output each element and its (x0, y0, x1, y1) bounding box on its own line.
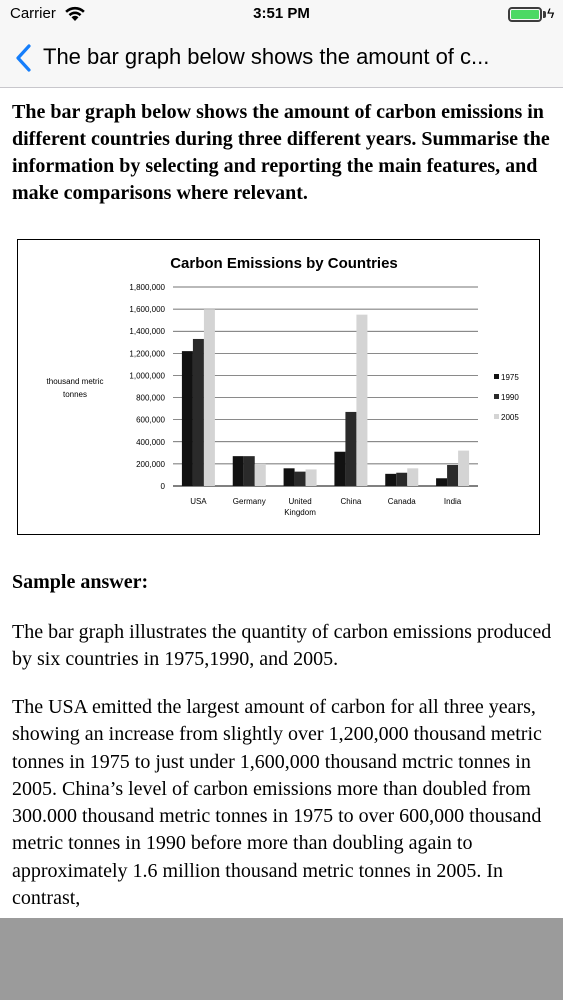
bar-united-kingdom-2005 (306, 469, 317, 486)
nav-title: The bar graph below shows the amount of c... (43, 44, 490, 69)
bar-united-kingdom-1975 (284, 468, 295, 486)
bar-usa-2005 (204, 309, 215, 486)
status-bar (0, 0, 563, 30)
bar-canada-2005 (407, 468, 418, 486)
y-tick-label: 400,000 (136, 437, 165, 447)
y-tick-label: 200,000 (136, 459, 165, 469)
battery-level (511, 10, 539, 19)
y-tick-label: 1,000,000 (129, 371, 165, 381)
bar-china-1975 (334, 452, 345, 486)
x-tick-label: Germany (232, 497, 266, 506)
battery-icon (508, 7, 542, 22)
bar-china-2005 (356, 315, 367, 486)
bar-germany-1990 (244, 456, 255, 486)
x-tick-label: Kingdom (284, 508, 316, 517)
bar-india-1990 (447, 465, 458, 486)
bar-china-1990 (345, 412, 356, 486)
bar-canada-1975 (385, 474, 396, 486)
legend-label-1975: 1975 (501, 373, 519, 382)
x-tick-label: United (288, 497, 312, 506)
x-tick-label: Canada (387, 497, 416, 506)
legend-label-2005: 2005 (501, 413, 519, 422)
question-text: The bar graph below shows the amount of carbon emissions in different countries during three different years. Summarise the information by selecting and reporting the main features, and make comparisons where relevant. (12, 101, 550, 204)
bar-usa-1990 (193, 339, 204, 486)
y-tick-label: 1,400,000 (129, 327, 165, 337)
back-chevron-icon[interactable] (14, 43, 34, 73)
carrier-label: Carrier (10, 5, 56, 22)
bar-chart (17, 239, 540, 535)
y-tick-label: 800,000 (136, 393, 165, 403)
chart-canvas (18, 240, 541, 536)
x-tick-label: India (443, 497, 462, 506)
battery-cap (543, 11, 546, 18)
legend-swatch-1990 (494, 394, 499, 399)
bar-germany-1975 (233, 456, 244, 486)
bar-united-kingdom-1990 (295, 472, 306, 486)
navigation-bar (0, 30, 563, 88)
chart-title: Carbon Emissions by Countries (170, 255, 398, 272)
bar-india-1975 (436, 478, 447, 486)
answer-paragraph-1: The bar graph illustrates the quantity of carbon emissions produced by six countries in 1975,1990, and 2005. (12, 621, 552, 671)
legend-label-1990: 1990 (501, 393, 519, 402)
charging-icon: ϟ (547, 5, 555, 21)
x-tick-label: USA (190, 497, 207, 506)
y-axis-label: tonnes (62, 390, 88, 399)
y-tick-label: 1,600,000 (129, 305, 165, 315)
bar-germany-2005 (255, 464, 266, 486)
answer-paragraph-2: The USA emitted the largest amount of carbon for all three years, showing an increase from slightly over 1,200,000 thousand metric tonnes in 1975 to just under 1,600,000 thousand mctric tonnes in 2005. China’s level of carbon emissions more than doubled from 300.000 thousand metric tonnes in 1975 to over 600,000 thousand metric tonnes in 1990 before more than doubling again to approximately 1.6 million thousand metric tonnes in 2005. In contrast, (12, 696, 542, 910)
legend-swatch-1975 (494, 374, 499, 379)
y-tick-label: 0 (160, 482, 165, 491)
bar-usa-1975 (182, 351, 193, 486)
bar-india-2005 (458, 451, 469, 486)
sample-answer-heading: Sample answer: (12, 571, 149, 593)
y-tick-label: 1,200,000 (129, 349, 165, 359)
clock: 3:51 PM (253, 5, 310, 22)
y-tick-label: 600,000 (136, 415, 165, 425)
y-tick-label: 1,800,000 (129, 283, 165, 292)
bottom-overlay (0, 918, 563, 1000)
y-axis-label: thousand metric (46, 377, 104, 386)
legend-swatch-2005 (494, 414, 499, 419)
article-content[interactable] (0, 89, 563, 918)
x-tick-label: China (340, 497, 362, 506)
bar-canada-1990 (396, 473, 407, 486)
